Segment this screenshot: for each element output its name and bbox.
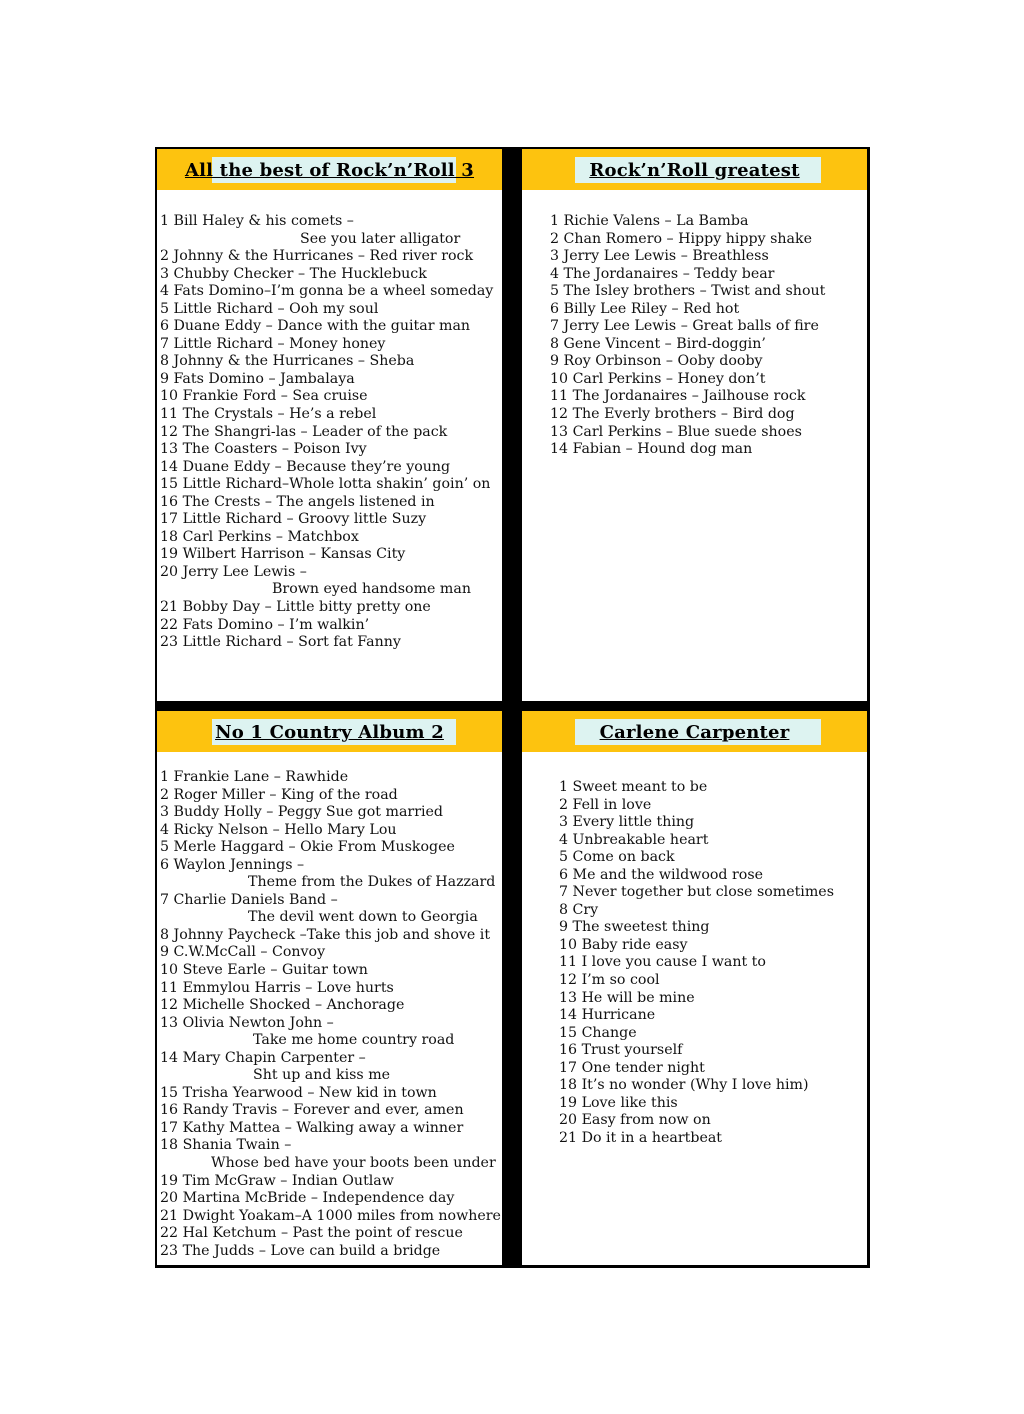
track-item <box>559 902 834 920</box>
track-text: 11 I love you cause I want to <box>559 954 766 971</box>
track-text: 5 The Isley brothers – Twist and shout <box>550 283 826 300</box>
track-item <box>559 1112 834 1130</box>
panel-title: All the best of Rock’n’Roll 3 <box>184 160 475 181</box>
track-item <box>559 797 834 815</box>
track-item <box>160 1243 501 1261</box>
track-item <box>160 546 493 564</box>
track-item <box>160 424 493 442</box>
track-text: 17 One tender night <box>559 1059 705 1076</box>
track-item <box>160 634 493 652</box>
track-text: 3 Every little thing <box>559 814 695 831</box>
track-text-continued: The devil went down to Georgia <box>248 909 478 926</box>
track-item <box>160 927 501 945</box>
title-bar <box>522 711 867 752</box>
track-text: 23 The Judds – Love can build a bridge <box>160 1242 441 1259</box>
panel-title: Carlene Carpenter <box>599 722 790 743</box>
track-item <box>550 248 825 266</box>
track-item <box>160 213 493 248</box>
track-item <box>160 1050 501 1085</box>
track-item <box>160 529 493 547</box>
track-text: 5 Come on back <box>559 849 675 866</box>
panel-carlene-carpenter <box>522 711 867 1265</box>
track-text: 8 Gene Vincent – Bird-doggin’ <box>550 335 766 352</box>
track-text: 20 Jerry Lee Lewis – <box>160 563 307 580</box>
track-item <box>160 1137 501 1172</box>
track-item <box>550 441 825 459</box>
track-text: 12 I’m so cool <box>559 972 660 989</box>
track-text: 21 Dwight Yoakam–A 1000 miles from nowhere <box>160 1207 501 1224</box>
track-text: 10 Frankie Ford – Sea cruise <box>160 388 368 405</box>
track-item <box>160 283 493 301</box>
track-list <box>160 769 501 1260</box>
track-text: 4 Fats Domino–I’m gonna be a wheel someday <box>160 283 494 300</box>
track-text: 14 Duane Eddy – Because they’re young <box>160 458 451 475</box>
track-text: 13 He will be mine <box>559 989 695 1006</box>
track-text: 7 Jerry Lee Lewis – Great balls of fire <box>550 318 819 335</box>
track-item <box>160 787 501 805</box>
track-item <box>160 997 501 1015</box>
track-text: 17 Kathy Mattea – Walking away a winner <box>160 1119 464 1136</box>
track-item <box>160 839 501 857</box>
track-item <box>160 1120 501 1138</box>
track-text: 9 The sweetest thing <box>559 919 710 936</box>
track-item <box>160 564 493 599</box>
track-text: 14 Fabian – Hound dog man <box>550 441 753 458</box>
track-text: 6 Waylon Jennings – <box>160 856 305 873</box>
track-item <box>559 884 834 902</box>
track-text: 2 Fell in love <box>559 796 652 813</box>
track-item <box>160 1225 501 1243</box>
track-item <box>559 849 834 867</box>
track-text: 18 Shania Twain – <box>160 1137 292 1154</box>
track-item <box>160 371 493 389</box>
title-bar <box>157 149 502 190</box>
track-item <box>160 1085 501 1103</box>
track-item <box>559 954 834 972</box>
track-text-continued: Whose bed have your boots been under <box>211 1155 496 1172</box>
track-item <box>160 353 493 371</box>
track-text: 2 Chan Romero – Hippy hippy shake <box>550 230 812 247</box>
track-text: 12 The Shangri-las – Leader of the pack <box>160 423 448 440</box>
track-text: 14 Mary Chapin Carpenter – <box>160 1049 366 1066</box>
panel-no1-country-album-2 <box>157 711 502 1265</box>
panel-rock-n-roll-3 <box>157 149 502 701</box>
track-item <box>160 494 493 512</box>
track-text: 1 Frankie Lane – Rawhide <box>160 769 349 785</box>
track-item <box>559 1007 834 1025</box>
track-text-continued: See you later alligator <box>300 230 461 247</box>
track-item <box>160 769 501 787</box>
track-text: 14 Hurricane <box>559 1007 656 1024</box>
track-item <box>160 1102 501 1120</box>
track-item <box>559 1042 834 1060</box>
track-item <box>559 1077 834 1095</box>
track-text-continued: Sht up and kiss me <box>253 1067 391 1084</box>
track-text: 15 Change <box>559 1024 637 1041</box>
track-item <box>160 1190 501 1208</box>
track-item <box>550 213 825 231</box>
track-item <box>550 301 825 319</box>
track-text: 10 Baby ride easy <box>559 936 688 953</box>
track-text-continued: Take me home country road <box>253 1032 455 1049</box>
track-text: 18 Carl Perkins – Matchbox <box>160 528 359 545</box>
track-item <box>160 248 493 266</box>
track-text: 22 Hal Ketchum – Past the point of rescue <box>160 1225 463 1242</box>
track-text: 9 Fats Domino – Jambalaya <box>160 370 355 387</box>
track-item <box>559 1130 834 1148</box>
track-text: 11 The Crystals – He’s a rebel <box>160 406 377 423</box>
track-item <box>559 832 834 850</box>
track-text: 19 Tim McGraw – Indian Outlaw <box>160 1172 394 1189</box>
track-item <box>160 336 493 354</box>
track-item <box>160 617 493 635</box>
track-list <box>559 779 834 1147</box>
track-item <box>160 388 493 406</box>
track-item <box>559 814 834 832</box>
track-text: 13 Carl Perkins – Blue suede shoes <box>550 423 802 440</box>
track-text-continued: Theme from the Dukes of Hazzard <box>248 874 496 891</box>
track-text: 20 Martina McBride – Independence day <box>160 1190 455 1207</box>
track-item <box>559 972 834 990</box>
track-item <box>559 779 834 797</box>
track-text: 16 Randy Travis – Forever and ever, amen <box>160 1102 464 1119</box>
track-text: 1 Sweet meant to be <box>559 779 708 795</box>
track-item <box>550 283 825 301</box>
track-text: 2 Johnny & the Hurricanes – Red river rock <box>160 248 474 265</box>
track-item <box>160 318 493 336</box>
album-sheet <box>155 147 870 1268</box>
track-item <box>160 962 501 980</box>
track-list <box>160 213 493 652</box>
track-text: 7 Never together but close sometimes <box>559 884 834 901</box>
track-item <box>550 318 825 336</box>
panel-rock-n-roll-greatest <box>522 149 867 701</box>
track-item <box>559 1060 834 1078</box>
track-item <box>160 1208 501 1226</box>
track-text: 12 The Everly brothers – Bird dog <box>550 406 795 423</box>
track-item <box>160 599 493 617</box>
track-item <box>559 990 834 1008</box>
track-item <box>160 980 501 998</box>
track-item <box>160 301 493 319</box>
track-text: 1 Richie Valens – La Bamba <box>550 213 749 229</box>
track-item <box>160 1015 501 1050</box>
track-item <box>559 1095 834 1113</box>
track-item <box>550 388 825 406</box>
track-item <box>550 424 825 442</box>
track-text: 3 Chubby Checker – The Hucklebuck <box>160 265 427 282</box>
track-text: 21 Bobby Day – Little bitty pretty one <box>160 599 431 616</box>
track-text: 7 Charlie Daniels Band – <box>160 891 338 908</box>
track-text: 3 Jerry Lee Lewis – Breathless <box>550 248 769 265</box>
track-item <box>550 231 825 249</box>
track-text: 5 Merle Haggard – Okie From Muskogee <box>160 839 455 856</box>
track-text: 22 Fats Domino – I’m walkin’ <box>160 616 370 633</box>
title-bar <box>522 149 867 190</box>
track-text: 12 Michelle Shocked – Anchorage <box>160 997 405 1014</box>
track-text: 11 Emmylou Harris – Love hurts <box>160 979 394 996</box>
track-text: 13 The Coasters – Poison Ivy <box>160 441 367 458</box>
track-item <box>160 511 493 529</box>
track-text: 23 Little Richard – Sort fat Fanny <box>160 634 401 651</box>
track-text: 1 Bill Haley & his comets – <box>160 213 354 229</box>
track-text: 21 Do it in a heartbeat <box>559 1129 723 1146</box>
track-item <box>550 266 825 284</box>
track-text: 20 Easy from now on <box>559 1112 711 1129</box>
track-item <box>160 944 501 962</box>
track-text: 15 Trisha Yearwood – New kid in town <box>160 1084 437 1101</box>
track-item <box>550 353 825 371</box>
track-text: 3 Buddy Holly – Peggy Sue got married <box>160 804 443 821</box>
title-bar <box>157 711 502 752</box>
track-text: 13 Olivia Newton John – <box>160 1014 334 1031</box>
track-text: 10 Steve Earle – Guitar town <box>160 962 368 979</box>
track-item <box>160 459 493 477</box>
track-item <box>160 476 493 494</box>
track-item <box>559 937 834 955</box>
track-text: 7 Little Richard – Money honey <box>160 335 386 352</box>
track-text: 15 Little Richard–Whole lotta shakin’ goin’ on <box>160 476 491 493</box>
track-item <box>160 804 501 822</box>
panel-title: Rock’n’Roll greatest <box>589 160 800 181</box>
track-text: 8 Johnny & the Hurricanes – Sheba <box>160 353 415 370</box>
track-item <box>160 822 501 840</box>
track-text: 8 Johnny Paycheck –Take this job and shove it <box>160 926 491 943</box>
track-text: 11 The Jordanaires – Jailhouse rock <box>550 388 806 405</box>
track-text: 9 Roy Orbinson – Ooby dooby <box>550 353 763 370</box>
track-item <box>550 406 825 424</box>
track-text: 16 The Crests – The angels listened in <box>160 493 435 510</box>
track-text: 6 Me and the wildwood rose <box>559 866 764 883</box>
track-text: 16 Trust yourself <box>559 1042 683 1059</box>
track-item <box>160 266 493 284</box>
track-list <box>550 213 825 459</box>
track-text: 19 Love like this <box>559 1094 678 1111</box>
track-item <box>559 1025 834 1043</box>
track-text: 17 Little Richard – Groovy little Suzy <box>160 511 427 528</box>
track-text: 4 The Jordanaires – Teddy bear <box>550 265 775 282</box>
track-text: 4 Ricky Nelson – Hello Mary Lou <box>160 821 397 838</box>
track-text: 6 Duane Eddy – Dance with the guitar man <box>160 318 471 335</box>
track-item <box>550 371 825 389</box>
track-text: 18 It’s no wonder (Why I love him) <box>559 1077 809 1094</box>
track-text: 4 Unbreakable heart <box>559 831 709 848</box>
track-item <box>160 857 501 892</box>
track-text: 8 Cry <box>559 901 599 918</box>
track-text: 19 Wilbert Harrison – Kansas City <box>160 546 406 563</box>
track-text: 9 C.W.McCall – Convoy <box>160 944 326 961</box>
track-item <box>160 1173 501 1191</box>
track-item <box>559 867 834 885</box>
track-text-continued: Brown eyed handsome man <box>272 581 471 598</box>
track-text: 10 Carl Perkins – Honey don’t <box>550 370 766 387</box>
track-item <box>160 406 493 424</box>
track-item <box>550 336 825 354</box>
track-item <box>160 892 501 927</box>
track-item <box>559 919 834 937</box>
track-item <box>160 441 493 459</box>
track-text: 6 Billy Lee Riley – Red hot <box>550 300 740 317</box>
panel-title: No 1 Country Album 2 <box>215 722 444 743</box>
track-text: 5 Little Richard – Ooh my soul <box>160 300 379 317</box>
track-text: 2 Roger Miller – King of the road <box>160 786 398 803</box>
